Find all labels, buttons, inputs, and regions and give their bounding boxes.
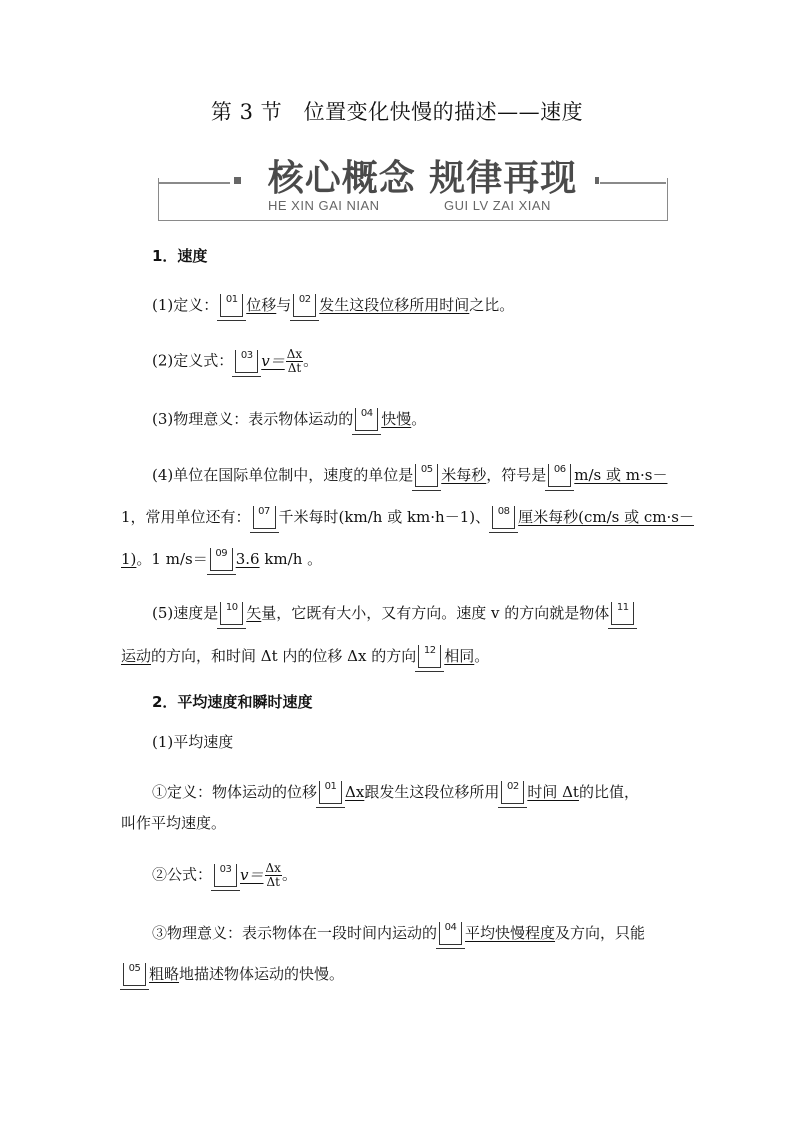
banner-rule-left	[158, 182, 230, 184]
answer-box[interactable]	[253, 506, 276, 529]
text: (2)定义式：	[152, 351, 234, 370]
answer-text: 平均快慢程度	[465, 924, 556, 942]
text: 。	[474, 647, 490, 665]
text: ③物理意义：表示物体在一段时间内运动的	[152, 924, 438, 942]
answer-number: 05	[420, 464, 433, 475]
fraction	[265, 862, 282, 889]
text: 之比。	[469, 296, 515, 314]
banner-pinyin-right: GUI LV ZAI XIAN	[444, 198, 551, 213]
answer-text: 千米每时(km/h 或 km·h－1)	[278, 508, 476, 526]
answer-text: 时间 Δt	[527, 783, 579, 801]
answer-box[interactable]	[355, 408, 378, 431]
text: 地描述物体运动的快慢。	[179, 965, 345, 983]
text: 。	[411, 410, 427, 428]
banner-pinyin-left: HE XIN GAI NIAN	[268, 198, 380, 213]
subsection-heading: (1)平均速度	[152, 733, 234, 751]
answer-box[interactable]	[319, 781, 342, 804]
answer-text: m/s 或 m·s－	[574, 466, 668, 484]
definition-line	[152, 294, 712, 317]
answer-box[interactable]	[210, 548, 233, 571]
section-2-heading: 2．平均速度和瞬时速度	[152, 693, 313, 711]
answer-number: 07	[258, 506, 270, 517]
fraction-numerator: Δx	[286, 347, 303, 361]
answer-box[interactable]	[492, 506, 515, 529]
answer-box[interactable]	[123, 963, 146, 986]
answer-box[interactable]	[548, 464, 571, 487]
avg-meaning-line-1	[152, 922, 712, 945]
fraction-denominator: Δt	[266, 875, 280, 889]
fraction-denominator: Δt	[287, 361, 302, 375]
answer-text: 相同	[444, 647, 475, 665]
answer-number: 02	[506, 781, 519, 792]
answer-number: 03	[240, 349, 253, 361]
answer-box[interactable]	[214, 864, 237, 887]
vector-line-1	[152, 602, 712, 625]
text: (4)单位在国际单位制中，速度的单位是	[152, 466, 414, 484]
answer-text: 位移	[246, 296, 277, 314]
answer-number: 04	[360, 408, 373, 419]
avg-formula-line	[152, 862, 712, 889]
banner-square-left	[234, 177, 241, 184]
answer-formula	[240, 861, 282, 889]
text: 的方向，和时间 Δt 内的位移 Δx 的方向	[151, 647, 417, 665]
answer-text: 快慢	[381, 410, 412, 428]
text: (3)物理意义：表示物体运动的	[152, 410, 354, 428]
text: 。1 m/s＝	[136, 550, 208, 568]
answer-box[interactable]	[439, 922, 462, 945]
answer-box[interactable]	[220, 602, 243, 625]
answer-text: 矢	[246, 604, 262, 622]
answer-box[interactable]	[220, 294, 243, 317]
text: ②公式：	[152, 865, 213, 884]
formula-lhs: v＝	[261, 351, 285, 370]
avg-definition-line-1	[152, 781, 712, 804]
answer-number: 02	[298, 294, 311, 305]
fraction	[286, 348, 303, 375]
answer-number: 10	[225, 602, 238, 613]
banner-rule-right	[600, 182, 666, 184]
unit-line-2	[121, 506, 694, 529]
answer-number: 05	[128, 963, 141, 974]
answer-number: 09	[215, 548, 228, 559]
section-1-heading: 1．速度	[152, 247, 208, 265]
text: ，符号是	[486, 466, 547, 484]
text: 及方向，只能	[555, 924, 646, 942]
text: 1，常用单位还有：	[121, 508, 251, 526]
answer-box[interactable]	[501, 781, 524, 804]
text: 。	[281, 865, 297, 884]
meaning-line	[152, 408, 712, 431]
text: km/h 。	[259, 550, 323, 568]
answer-text: 粗略	[149, 965, 180, 983]
answer-number: 12	[423, 645, 436, 656]
answer-number: 01	[225, 294, 238, 305]
text: 、	[475, 508, 491, 526]
answer-box[interactable]	[293, 294, 316, 317]
formula-lhs: v＝	[240, 865, 264, 884]
unit-line-1	[152, 464, 712, 487]
answer-number: 04	[444, 922, 457, 933]
fraction-numerator: Δx	[265, 861, 281, 875]
text: 与	[276, 296, 292, 314]
answer-number: 11	[616, 602, 629, 613]
text: (5)速度是	[152, 604, 219, 622]
page-title: 第 3 节 位置变化快慢的描述——速度	[210, 100, 584, 124]
answer-number: 01	[324, 781, 337, 792]
answer-number: 08	[497, 506, 510, 517]
unit-line-3	[121, 548, 681, 571]
answer-text: 厘米每秒(cm/s 或 cm·s－	[518, 508, 694, 526]
answer-text: 发生这段位移所用时间	[319, 296, 470, 314]
text: (1)定义：	[152, 296, 219, 314]
answer-number: 06	[553, 464, 566, 475]
answer-box[interactable]	[611, 602, 634, 625]
answer-text: 3.6	[235, 550, 260, 568]
answer-box[interactable]	[235, 350, 258, 373]
text: 跟发生这段位移所用	[364, 783, 500, 801]
avg-meaning-line-2	[121, 963, 681, 986]
avg-definition-line-2: 叫作平均速度。	[121, 814, 227, 832]
text: ①定义：物体运动的位移	[152, 783, 318, 801]
answer-box[interactable]	[415, 464, 438, 487]
answer-text: 运动	[121, 647, 152, 665]
answer-text: 米每秒	[441, 466, 487, 484]
answer-number: 03	[219, 863, 232, 875]
answer-text: Δx	[345, 783, 365, 801]
formula-line	[152, 348, 712, 375]
text: 。	[303, 351, 319, 370]
answer-text: 1)	[121, 550, 137, 568]
answer-box[interactable]	[418, 645, 441, 668]
text: 的比值，	[578, 783, 639, 801]
answer-formula	[261, 347, 303, 375]
banner-heading: 核心概念 规律再现	[250, 150, 595, 201]
text: 量，它既有大小，又有方向。速度 v 的方向就是物体	[261, 604, 610, 622]
vector-line-2	[121, 645, 681, 668]
